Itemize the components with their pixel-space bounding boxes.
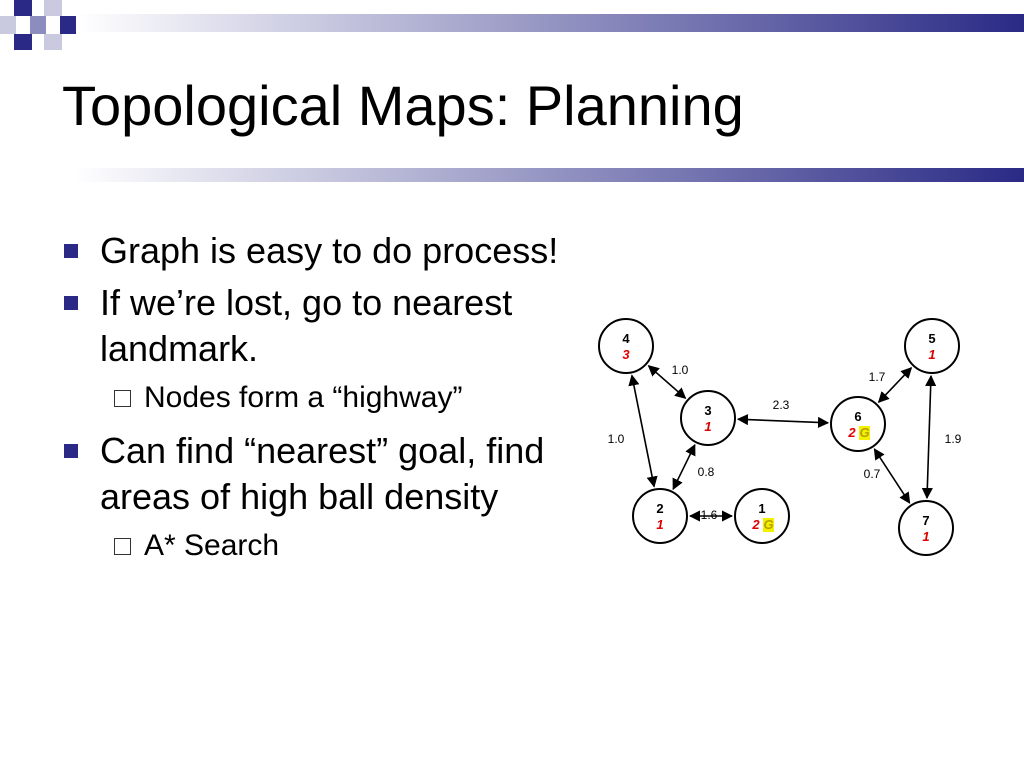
node-circle: [633, 489, 687, 543]
node-circle: [599, 319, 653, 373]
edge-arrow-3-2: [673, 445, 695, 489]
edge-weight-label: 1.0: [671, 363, 689, 377]
edge-weight-label: 1.0: [607, 432, 625, 446]
node-id-label: 5: [928, 331, 936, 346]
graph-node-2: [633, 489, 687, 543]
sub-bullet-item: [62, 378, 582, 418]
node-id-label: 3: [704, 403, 712, 418]
bullet-item: [62, 228, 582, 274]
edge-weight-label: 2.3: [772, 398, 790, 412]
graph-node-5: [905, 319, 959, 373]
graph-node-6: [831, 397, 885, 451]
sub-bullet-text: Nodes form a “highway”: [144, 381, 463, 414]
bullet-item: [62, 280, 582, 372]
hollow-square-bullet-icon: [114, 390, 131, 407]
goal-marker-label: G: [763, 517, 774, 532]
node-value-label: 1: [656, 517, 664, 532]
bullet-list: [62, 228, 582, 576]
square-bullet-icon: [64, 444, 78, 458]
node-circle: [681, 391, 735, 445]
slide-title: Topological Maps: Planning: [62, 74, 744, 137]
graph-node-4: [599, 319, 653, 373]
bullet-text: If we’re lost, go to nearest landmark.: [100, 282, 513, 369]
node-value-label: 3: [622, 347, 630, 362]
node-circle: [905, 319, 959, 373]
edge-weight-label: 1.7: [868, 370, 886, 384]
bullet-text: Graph is easy to do process!: [100, 230, 559, 271]
square-bullet-icon: [64, 296, 78, 310]
bullet-text: Can find “nearest” goal, find areas of high ball density: [100, 430, 545, 517]
square-bullet-icon: [64, 244, 78, 258]
bullet-item: [62, 428, 582, 520]
node-id-label: 7: [922, 513, 930, 528]
edge-weight-label: 0.8: [697, 465, 715, 479]
edge-weight-label: 1.9: [944, 432, 962, 446]
node-id-label: 2: [656, 501, 664, 516]
hollow-square-bullet-icon: [114, 538, 131, 555]
node-id-label: 1: [758, 501, 766, 516]
node-value-label: 2: [848, 425, 856, 440]
edge-weight-label: 1.6: [700, 508, 718, 522]
goal-marker-label: G: [859, 425, 870, 440]
node-circle: [899, 501, 953, 555]
edge-arrow-5-7: [927, 376, 931, 498]
graph-node-7: [899, 501, 953, 555]
sub-bullet-item: [62, 526, 582, 566]
node-value-label: 2: [752, 517, 760, 532]
edge-weight-label: 0.7: [863, 467, 881, 481]
topological-graph: [596, 310, 986, 560]
graph-node-1: [735, 489, 789, 543]
node-id-label: 4: [622, 331, 630, 346]
node-circle: [831, 397, 885, 451]
title-underline-bar: [74, 168, 1024, 182]
node-circle: [735, 489, 789, 543]
node-id-label: 6: [854, 409, 862, 424]
header-gradient-bar: [78, 14, 1024, 32]
graph-node-3: [681, 391, 735, 445]
node-value-label: 1: [922, 529, 930, 544]
node-value-label: 1: [928, 347, 936, 362]
sub-bullet-text: A* Search: [144, 529, 280, 562]
edge-arrow-3-6: [738, 419, 828, 423]
node-value-label: 1: [704, 419, 712, 434]
edge-arrow-4-2: [632, 375, 654, 486]
